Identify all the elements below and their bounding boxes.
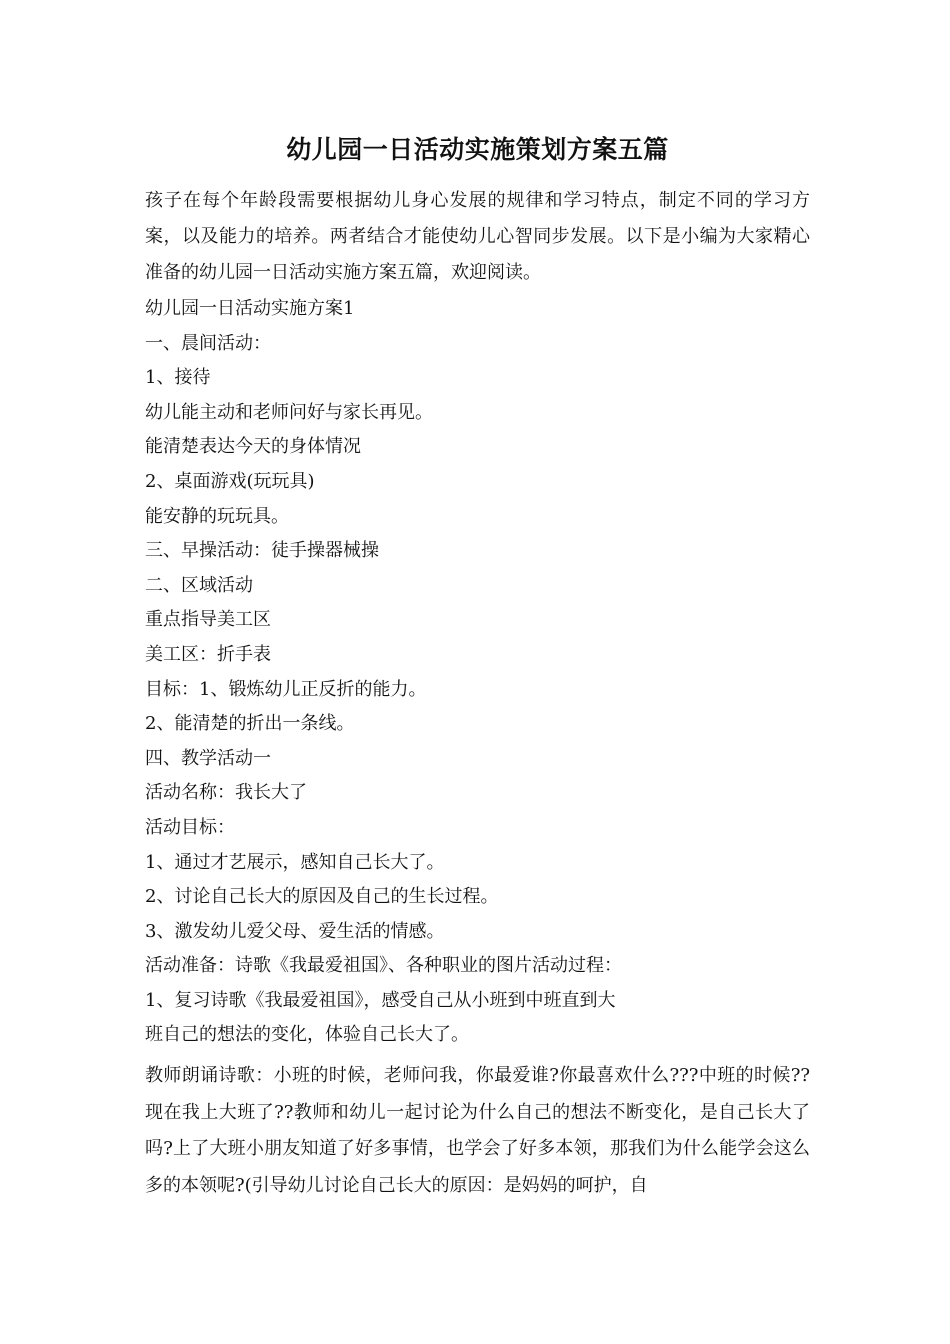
text-line: 能清楚表达今天的身体情况 <box>145 436 361 458</box>
section-heading-plan-1: 幼儿园一日活动实施方案1 <box>145 298 355 319</box>
item-reception: 1、接待 <box>145 367 211 389</box>
text-line: 班自己的想法的变化，体验自己长大了。 <box>145 1024 469 1046</box>
item-table-games: 2、桌面游戏(玩玩具) <box>145 470 315 492</box>
text-line: 1、通过才艺展示，感知自己长大了。 <box>145 851 445 873</box>
intro-paragraph: 孩子在每个年龄段需要根据幼儿身心发展的规律和学习特点，制定不同的学习方案，以及能力的培养。两者结合才能使幼儿心智同步发展。以下是小编为大家精心准备的幼儿园一日活动实施方案五篇，欢迎阅读。 <box>145 190 810 283</box>
body-lines <box>145 292 810 1053</box>
closing-paragraph: 教师朗诵诗歌：小班的时候，老师问我，你最爱谁?你最喜欢什么???中班的时候??现在我上大班了??教师和幼儿一起讨论为什么自己的想法不断变化，是自己长大了吗?上了大班小朋友知道了好多事情，也学会了好多本领，那我们为什么能学会这么多的本领呢?(引导幼儿讨论自己长大的原因：是妈妈的呵护，自 <box>145 1065 810 1196</box>
section-teaching-activity: 四、教学活动一 <box>145 747 271 769</box>
text-line: 重点指导美工区 <box>145 609 271 631</box>
section-morning-activity: 一、晨间活动： <box>145 332 271 354</box>
text-line: 幼儿能主动和老师问好与家长再见。 <box>145 401 433 423</box>
section-area-activity: 二、区域活动 <box>145 574 253 596</box>
text-line: 活动准备：诗歌《我最爱祖国》、各种职业的图片活动过程： <box>145 955 622 977</box>
document-title: 幼儿园一日活动实施策划方案五篇 <box>286 135 669 164</box>
text-line: 目标：1、锻炼幼儿正反折的能力。 <box>145 678 427 700</box>
section-morning-exercise: 三、早操活动：徒手操器械操 <box>145 540 379 562</box>
text-line: 美工区：折手表 <box>145 643 271 665</box>
text-line: 1、复习诗歌《我最爱祖国》，感受自己从小班到中班直到大 <box>145 989 616 1011</box>
text-line: 活动目标： <box>145 816 235 838</box>
text-line: 3、激发幼儿爱父母、爱生活的情感。 <box>145 920 445 942</box>
text-line: 2、能清楚的折出一条线。 <box>145 713 355 735</box>
text-line: 活动名称：我长大了 <box>145 782 307 804</box>
text-line: 2、讨论自己长大的原因及自己的生长过程。 <box>145 886 499 908</box>
text-line: 能安静的玩玩具。 <box>145 505 289 527</box>
